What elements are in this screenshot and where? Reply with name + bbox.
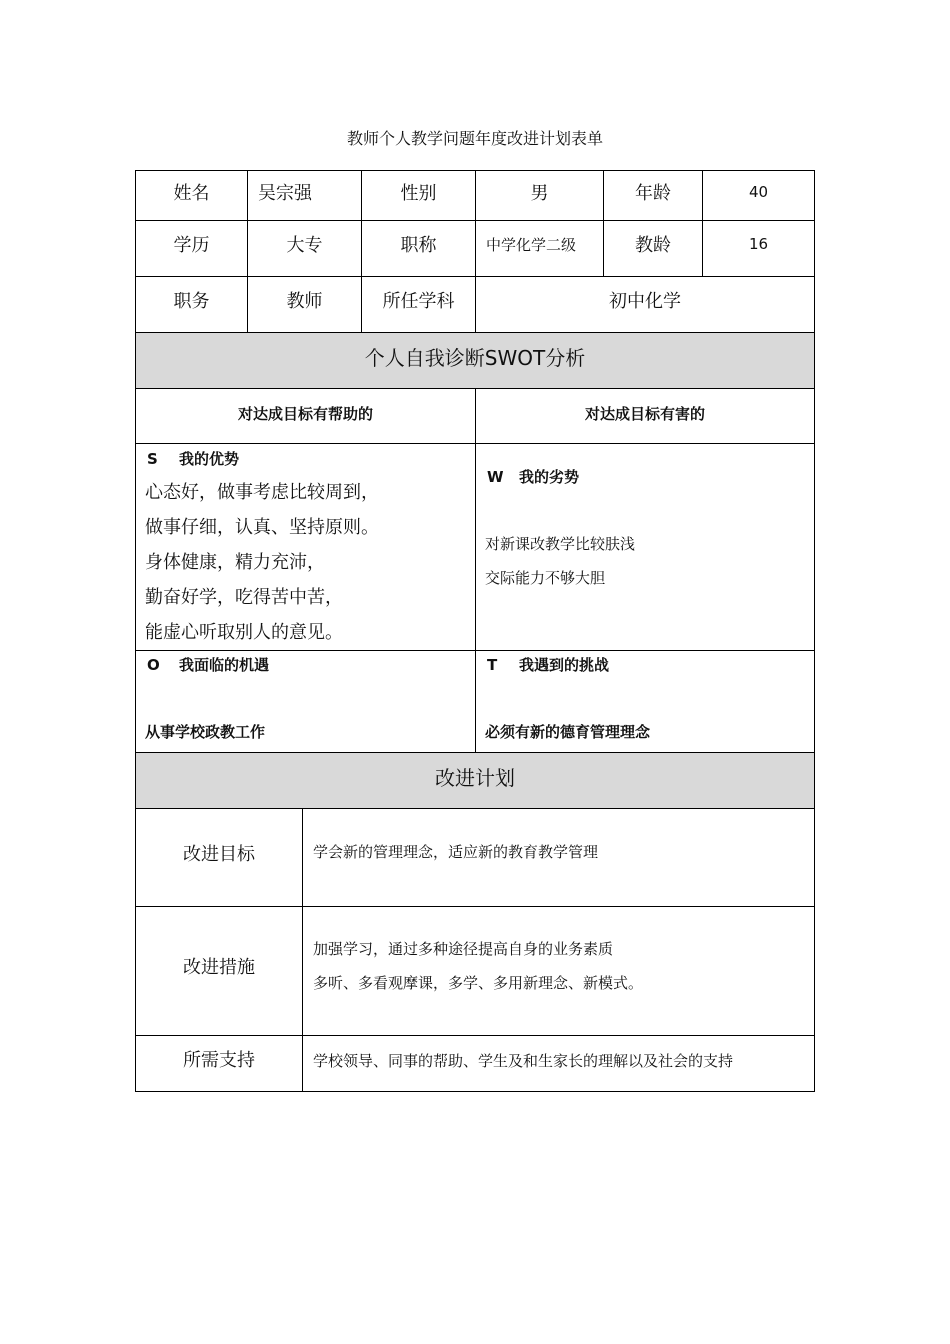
opportunities-letter: O (147, 656, 160, 674)
helpful-header: 对达成目标有帮助的 (237, 405, 373, 423)
goal-label: 改进目标 (183, 843, 255, 865)
support-line: 学校领导、同事的帮助、学生及和生家长的理解以及社会的支持 (313, 1052, 734, 1070)
threats-line: 必须有新的德育管理理念 (485, 723, 651, 741)
weaknesses-letter: W (487, 468, 504, 486)
strengths-line: 勤奋好学，吃得苦中苦， (145, 587, 343, 608)
subject-value: 初中化学 (609, 291, 681, 312)
teaching-years-value: 16 (748, 235, 769, 253)
strengths-line: 能虚心听取别人的意见。 (145, 622, 343, 643)
weaknesses-label (487, 466, 579, 487)
weaknesses-line: 对新课改教学比较肤浅 (485, 535, 636, 553)
education-label: 学历 (173, 235, 210, 256)
col-divider (302, 808, 303, 1092)
threats-letter: T (487, 656, 498, 674)
strengths-title: 我的优势 (179, 450, 240, 468)
strengths-line: 做事仔细，认真、坚持原则。 (145, 517, 379, 538)
goal-line: 学会新的管理理念，适应新的教育教学管理 (313, 843, 599, 861)
support-label: 所需支持 (183, 1050, 255, 1071)
threats-title: 我遇到的挑战 (519, 656, 610, 674)
gender-value: 男 (530, 183, 549, 204)
gender-label: 性别 (400, 183, 437, 204)
subject-label: 所任学科 (382, 291, 455, 312)
plan-heading: 改进计划 (435, 766, 515, 790)
harmful-header: 对达成目标有害的 (584, 405, 705, 423)
rank-value: 中学化学二级 (486, 235, 577, 254)
strengths-label (147, 448, 239, 469)
weaknesses-line: 交际能力不够大胆 (485, 569, 606, 587)
row-divider (135, 752, 815, 753)
position-label: 职务 (173, 291, 210, 312)
rank-label: 职称 (400, 235, 437, 256)
measures-label: 改进措施 (183, 957, 255, 978)
education-value: 大专 (286, 235, 323, 256)
name-value: 吴宗强 (258, 183, 312, 204)
form-title: 教师个人教学问题年度改进计划表单 (346, 129, 603, 148)
weaknesses-title: 我的劣势 (519, 468, 580, 486)
swot-heading: 个人自我诊断SWOT分析 (364, 346, 586, 370)
name-label: 姓名 (173, 183, 210, 204)
strengths-line: 心态好，做事考虑比较周到， (145, 482, 379, 503)
row-divider (135, 332, 815, 333)
teaching-years-label: 教龄 (635, 235, 671, 256)
measures-line: 多听、多看观摩课，多学、多用新理念、新模式。 (313, 974, 644, 992)
measures-line: 加强学习，通过多种途径提高自身的业务素质 (313, 940, 614, 958)
strengths-line: 身体健康，精力充沛， (145, 552, 325, 573)
position-value: 教师 (286, 291, 323, 312)
age-value: 40 (748, 183, 769, 201)
opportunities-label (147, 654, 269, 675)
age-label: 年龄 (635, 183, 671, 204)
col-divider (475, 388, 476, 752)
strengths-letter: S (147, 450, 158, 468)
opportunities-title: 我面临的机遇 (179, 656, 270, 674)
opportunities-line: 从事学校政教工作 (145, 723, 266, 741)
threats-label (487, 654, 609, 675)
